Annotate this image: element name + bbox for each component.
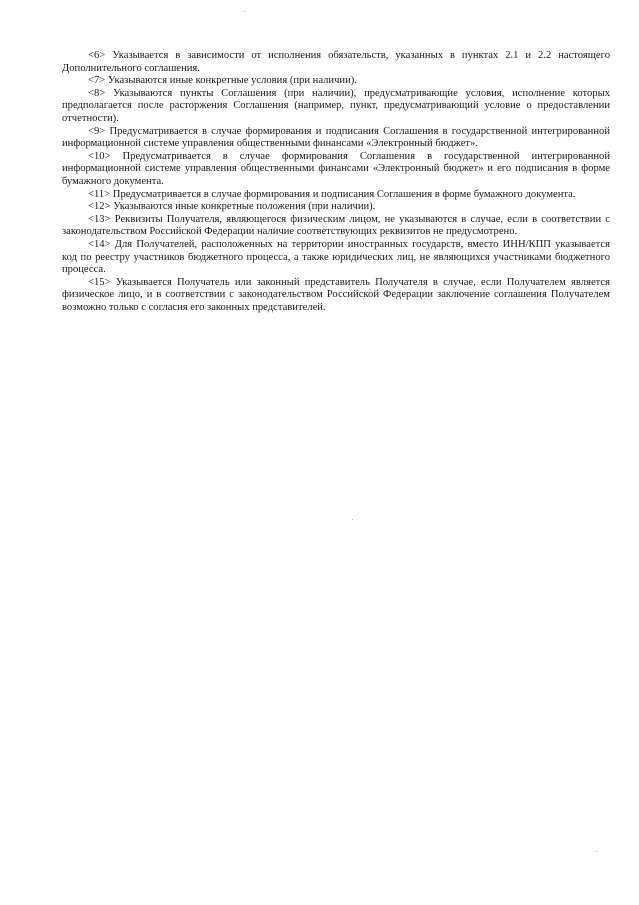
footnote-7: <7> Указываются иные конкретные условия (при наличии). bbox=[88, 75, 357, 87]
footnotes-block bbox=[62, 50, 610, 314]
scan-artifact bbox=[352, 519, 353, 520]
footnote-6: <6> Указывается в зависимости от исполнения обязательств, указанных в пунктах 2.1 и 2.2 настоящего Дополнительного соглашения. bbox=[62, 50, 610, 74]
footnote-12: <12> Указываются иные конкретные положения (при наличии). bbox=[88, 201, 376, 213]
footnote-11: <11> Предусматривается в случае формирования и подписания Соглашения в форме бумажного документа. bbox=[88, 188, 576, 200]
footnote-9: <9> Предусматривается в случае формирования и подписания Соглашения в государственной интегрированной информационной системе управления общественными финансами «Электронный бюджет». bbox=[62, 125, 610, 150]
scan-artifact bbox=[596, 851, 597, 852]
footnote-10: <10> Предусматривается в случае формирования Соглашения в государственной интегрированной информационной системе управления общественными финансами «Электронный бюджет» и его подписания в форме бумажного документа. bbox=[62, 150, 610, 187]
scan-artifact bbox=[244, 11, 245, 12]
footnote-8: <8> Указываются пункты Соглашения (при наличии), предусматривающие условия, исполнение которых предполагается после расторжения Соглашения (например, пункт, предусматривающий условие о предоставлении отчетности). bbox=[62, 87, 610, 124]
footnote-13: <13> Реквизиты Получателя, являющегося физическим лицом, не указываются в случае, если в соответствии с законодательством Российской Федерации наличие соответствующих реквизитов не предусмотрено. bbox=[62, 213, 610, 238]
footnote-15: <15> Указывается Получатель или законный представитель Получателя в случае, если Получателем является физическое лицо, и в соответствии с законодательством Российской Федерации заключение соглашения Получателем возможно только с согласия его законных представителей. bbox=[62, 276, 610, 313]
footnote-14: <14> Для Получателей, расположенных на территории иностранных государств, вместо ИНН/КПП указывается код по реестру участников бюджетного процесса, а также юридических лиц, не являющихся участниками бюджетного процесса. bbox=[62, 238, 610, 276]
